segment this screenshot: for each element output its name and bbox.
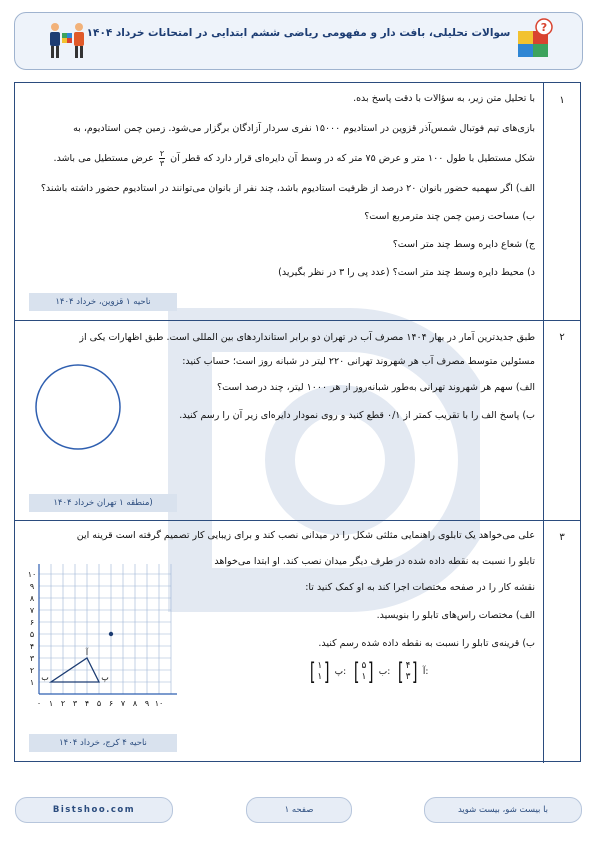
site-link[interactable]: Bistshoo.com bbox=[15, 797, 173, 823]
question-part-a: الف) مختصات راس‌های تابلو را بنویسید. bbox=[376, 610, 535, 621]
footer-slogan: با بیست شو، بیست شوید bbox=[424, 797, 582, 823]
question-intro: با تحلیل متن زیر، به سؤالات با دقت پاسخ بده. bbox=[353, 93, 535, 104]
vertex-label-left: ب bbox=[41, 673, 49, 682]
answer-x: ۵ bbox=[361, 661, 367, 671]
source-tag: (منطقه ۱ تهران خرداد ۱۴۰۴ bbox=[29, 494, 177, 512]
question-number-cell bbox=[543, 320, 580, 520]
y-tick-label: ۳ bbox=[29, 654, 35, 663]
answer-y: ۳ bbox=[405, 672, 411, 682]
y-tick-label: ۱ bbox=[29, 678, 35, 687]
pie-chart-blank bbox=[33, 362, 123, 452]
text-segment: شکل مستطیل با طول ۱۰۰ متر و عرض ۷۵ متر که در وسط آن دایره‌ای قرار دارد که قطر آن bbox=[170, 153, 535, 164]
questions-table bbox=[14, 82, 581, 762]
people-puzzle-icon bbox=[45, 19, 89, 63]
y-tick-label: ۹ bbox=[29, 582, 35, 591]
question-text: طبق جدیدترین آمار در بهار ۱۴۰۴ مصرف آب در تهران دو برابر استانداردهای بین المللی است. طبق اظهارات یکی از bbox=[79, 332, 535, 343]
y-tick-label: ۲ bbox=[29, 666, 35, 675]
question-part-a: الف) اگر سهمیه حضور بانوان ۲۰ درصد از ظرفیت استادیوم باشد، چند نفر از بانوان می‌توانند در استادیوم حضور داشته باشند؟ bbox=[40, 183, 535, 194]
page-header bbox=[14, 12, 583, 70]
question-text: تابلو را نسبت به نقطه داده شده در طرف دیگر میدان نصب کند. او ابتدا می‌خواهد bbox=[214, 556, 535, 567]
y-tick-label: ۶ bbox=[29, 618, 35, 627]
vertex-label-top: آ bbox=[85, 648, 89, 657]
coordinate-answer: [ ۴ ۳ ] آ: bbox=[398, 658, 429, 686]
y-tick-label: ۴ bbox=[29, 642, 35, 651]
question-part-b: ب) مساحت زمین چمن چند مترمربع است؟ bbox=[364, 211, 535, 222]
answer-label: پ: bbox=[334, 667, 347, 677]
reflection-point bbox=[109, 632, 113, 636]
page-number: صفحه ۱ bbox=[246, 797, 352, 823]
question-content bbox=[15, 83, 543, 320]
coordinate-answer: [ ۵ ۱ ] ب: bbox=[354, 658, 391, 686]
question-text: مسئولین متوسط مصرف آب هر شهروند تهرانی ۲۲۰ لیتر در شبانه روز است؛ حساب کنید: bbox=[182, 356, 535, 367]
x-tick-label: ۷ bbox=[120, 699, 126, 708]
question-number: ۱ bbox=[559, 95, 565, 106]
answer-matrices bbox=[305, 660, 431, 684]
question-content bbox=[15, 320, 543, 520]
question-text: بازی‌های تیم فوتبال شمس‌آذر قزوین در استادیوم ۱۵۰۰۰ نفری سردار آزادگان برگزار می‌شود. زمین چمن استادیوم، به bbox=[73, 123, 535, 134]
question-row-1 bbox=[15, 83, 580, 321]
question-number-cell bbox=[543, 83, 580, 320]
y-tick-label: ۸ bbox=[29, 594, 35, 603]
answer-y: ۱ bbox=[317, 672, 323, 682]
page-title: سوالات تحلیلی، بافت دار و مفهومی ریاضی ششم ابتدایی در امتحانات خرداد ۱۴۰۴ bbox=[86, 27, 511, 39]
source-tag: ناحیه ۴ کرج، خرداد ۱۴۰۴ bbox=[29, 734, 177, 752]
x-tick-label: ۹ bbox=[144, 699, 150, 708]
fraction-numerator: ۲ bbox=[159, 149, 165, 158]
vertex-label-right: پ bbox=[101, 673, 109, 682]
answer-label: آ: bbox=[422, 667, 429, 677]
x-tick-label: ۸ bbox=[132, 699, 138, 708]
x-tick-label: ۳ bbox=[72, 699, 78, 708]
text-segment: عرض مستطیل می باشد. bbox=[53, 153, 154, 164]
coordinate-grid bbox=[19, 564, 185, 714]
question-content bbox=[15, 520, 543, 763]
question-part-b: ب) قرینه‌ی تابلو را نسبت به نقطه داده شده رسم کنید. bbox=[318, 638, 535, 649]
y-tick-label: ۵ bbox=[29, 630, 35, 639]
question-text: نقشه کار را در صفحه مختصات اجرا کند به او کمک کنید تا: bbox=[305, 582, 535, 593]
y-tick-label: ۱۰ bbox=[27, 570, 37, 579]
x-tick-label: ۱ bbox=[48, 699, 54, 708]
x-tick-label: ۱۰ bbox=[154, 699, 164, 708]
coordinate-answer: [ ۱ ۱ ] پ: bbox=[309, 658, 347, 686]
question-puzzle-icon bbox=[514, 17, 558, 63]
fraction bbox=[159, 149, 165, 168]
answer-x: ۴ bbox=[405, 661, 411, 671]
answer-x: ۱ bbox=[317, 661, 323, 671]
x-tick-label: ۶ bbox=[108, 699, 114, 708]
question-row-2 bbox=[15, 320, 580, 521]
question-text-fraction-line bbox=[54, 149, 535, 168]
fraction-denominator: ۳ bbox=[159, 159, 165, 168]
question-part-b: ب) پاسخ الف را با تقریب کمتر از ۰/۱ قطع کنید و روی نمودار دایره‌ای زیر آن را رسم کنید. bbox=[179, 410, 535, 421]
x-tick-label: ۲ bbox=[60, 699, 66, 708]
question-number: ۲ bbox=[559, 332, 565, 343]
x-tick-label: ۰ bbox=[36, 699, 42, 708]
question-text: علی می‌خواهد یک تابلوی راهنمایی مثلثی شکل را در میدانی نصب کند و برای زیبایی کار تصمیم گرفته است قرینه این bbox=[76, 530, 535, 541]
y-tick-label: ۷ bbox=[29, 606, 35, 615]
x-tick-label: ۵ bbox=[96, 699, 102, 708]
question-part-a: الف) سهم هر شهروند تهرانی به‌طور شبانه‌روز از هر ۱۰۰۰ لیتر، چند درصد است؟ bbox=[217, 382, 535, 393]
question-row-3 bbox=[15, 520, 580, 763]
question-number: ۳ bbox=[559, 532, 565, 543]
question-part-d: د) محیط دایره وسط چند متر است؟ (عدد پی را ۳ در نظر بگیرید) bbox=[278, 267, 535, 278]
question-part-c: ج) شعاع دایره وسط چند متر است؟ bbox=[392, 239, 535, 250]
source-tag: ناحیه ۱ قزوین، خرداد ۱۴۰۴ bbox=[29, 293, 177, 311]
answer-y: ۱ bbox=[361, 672, 367, 682]
answer-label: ب: bbox=[378, 667, 391, 677]
question-number-cell bbox=[543, 520, 580, 763]
svg-text:?: ? bbox=[540, 21, 548, 34]
x-tick-label: ۴ bbox=[84, 699, 90, 708]
